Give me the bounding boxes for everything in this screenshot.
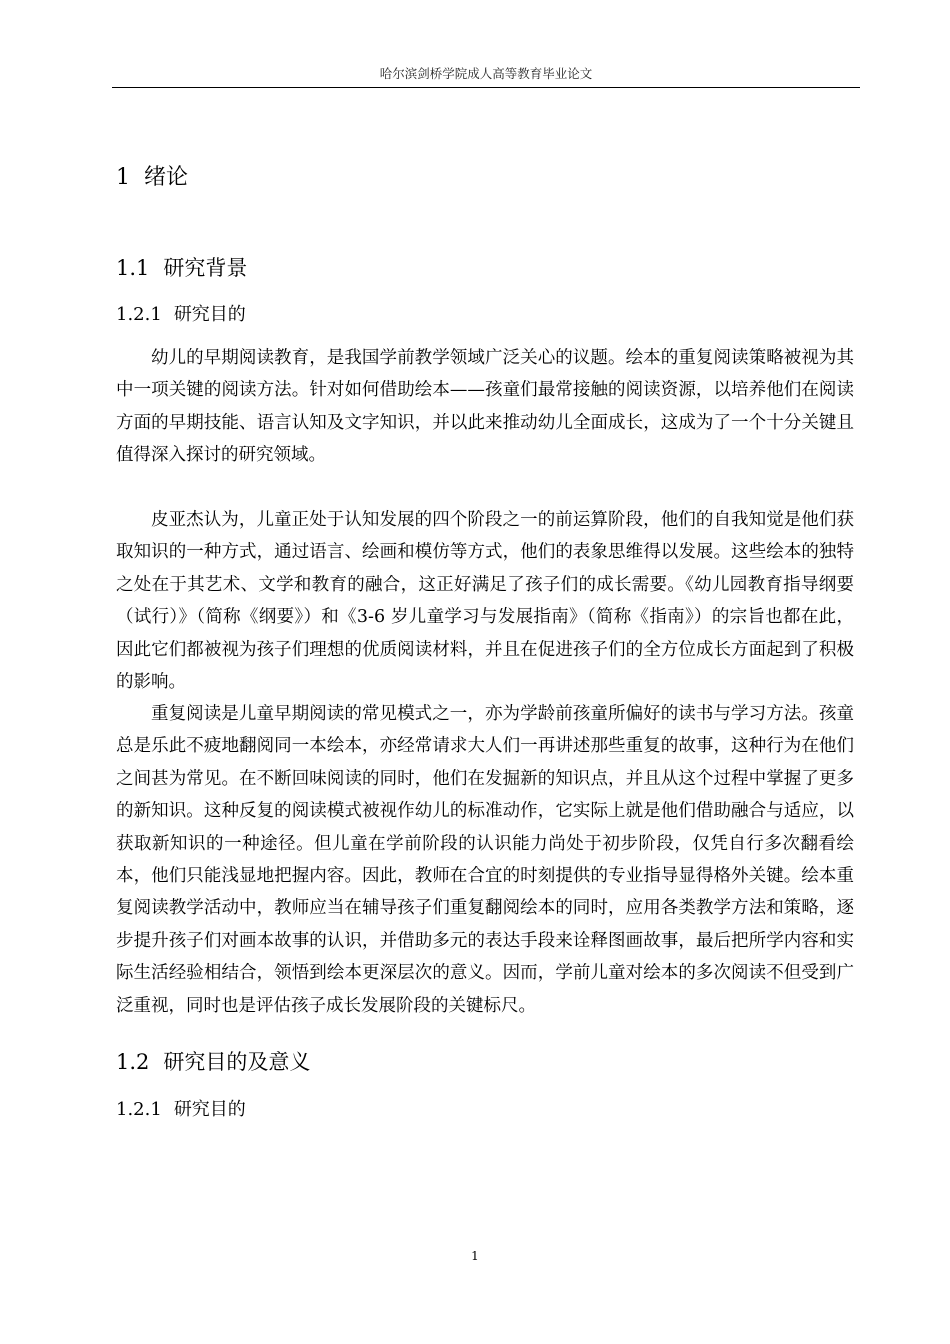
- subsection-number: 1.2.1: [116, 304, 162, 325]
- subsection-heading-1-2-1-first: [116, 300, 246, 326]
- body-paragraph-1: 幼儿的早期阅读教育，是我国学前教学领域广泛关心的议题。绘本的重复阅读策略被视为其中一项关键的阅读方法。针对如何借助绘本——孩童们最常接触的阅读资源，以培养他们在阅读方面的早期技能、语言认知及文字知识，并以此来推动幼儿全面成长，这成为了一个十分关键且值得深入探讨的研究领域。: [116, 348, 854, 466]
- subsection-title: 研究目的: [173, 304, 246, 325]
- running-header: 哈尔滨剑桥学院成人高等教育毕业论文: [379, 66, 593, 81]
- subsection-title: 研究目的: [173, 1099, 246, 1120]
- section-title: 研究背景: [163, 256, 248, 280]
- chapter-heading: [116, 160, 188, 191]
- chapter-number: 1: [116, 165, 130, 190]
- body-paragraph-2: 皮亚杰认为，儿童正处于认知发展的四个阶段之一的前运算阶段，他们的自我知觉是他们获取知识的一种方式，通过语言、绘画和模仿等方式，他们的表象思维得以发展。这些绘本的独特之处在于其艺术、文学和教育的融合，这正好满足了孩子们的成长需要。《幼儿园教育指导纲要（试行）》（简称《纲要》）和《3-6 岁儿童学习与发展指南》（简称《指南》）的宗旨也都在此，因此它们都被视为孩子们理想的优质阅读材料，并且在促进孩子们的全方位成长方面起到了积极的影响。: [116, 510, 854, 693]
- subsection-heading-1-2-1-second: [116, 1095, 246, 1121]
- section-number: 1.2: [116, 1050, 150, 1074]
- header-divider: [112, 87, 860, 88]
- section-heading-1-2: [116, 1046, 310, 1076]
- page-number: 1: [471, 1249, 479, 1263]
- subsection-number: 1.2.1: [116, 1099, 162, 1120]
- chapter-title: 绪论: [144, 165, 189, 190]
- section-title: 研究目的及意义: [163, 1050, 311, 1074]
- body-paragraph-3: 重复阅读是儿童早期阅读的常见模式之一，亦为学龄前孩童所偏好的读书与学习方法。孩童总是乐此不疲地翻阅同一本绘本，亦经常请求大人们一再讲述那些重复的故事，这种行为在他们之间甚为常见。在不断回味阅读的同时，他们在发掘新的知识点，并且从这个过程中掌握了更多的新知识。这种反复的阅读模式被视作幼儿的标准动作，它实际上就是他们借助融合与适应，以获取新知识的一种途径。但儿童在学前阶段的认识能力尚处于初步阶段，仅凭自行多次翻看绘本，他们只能浅显地把握内容。因此，教师在合宜的时刻提供的专业指导显得格外关键。绘本重复阅读教学活动中，教师应当在辅导孩子们重复翻阅绘本的同时，应用各类教学方法和策略，逐步提升孩子们对画本故事的认识，并借助多元的表达手段来诠释图画故事，最后把所学内容和实际生活经验相结合，领悟到绘本更深层次的意义。因而，学前儿童对绘本的多次阅读不但受到广泛重视，同时也是评估孩子成长发展阶段的关键标尺。: [116, 704, 854, 1016]
- section-number: 1.1: [116, 256, 150, 280]
- section-heading-1-1: [116, 252, 247, 282]
